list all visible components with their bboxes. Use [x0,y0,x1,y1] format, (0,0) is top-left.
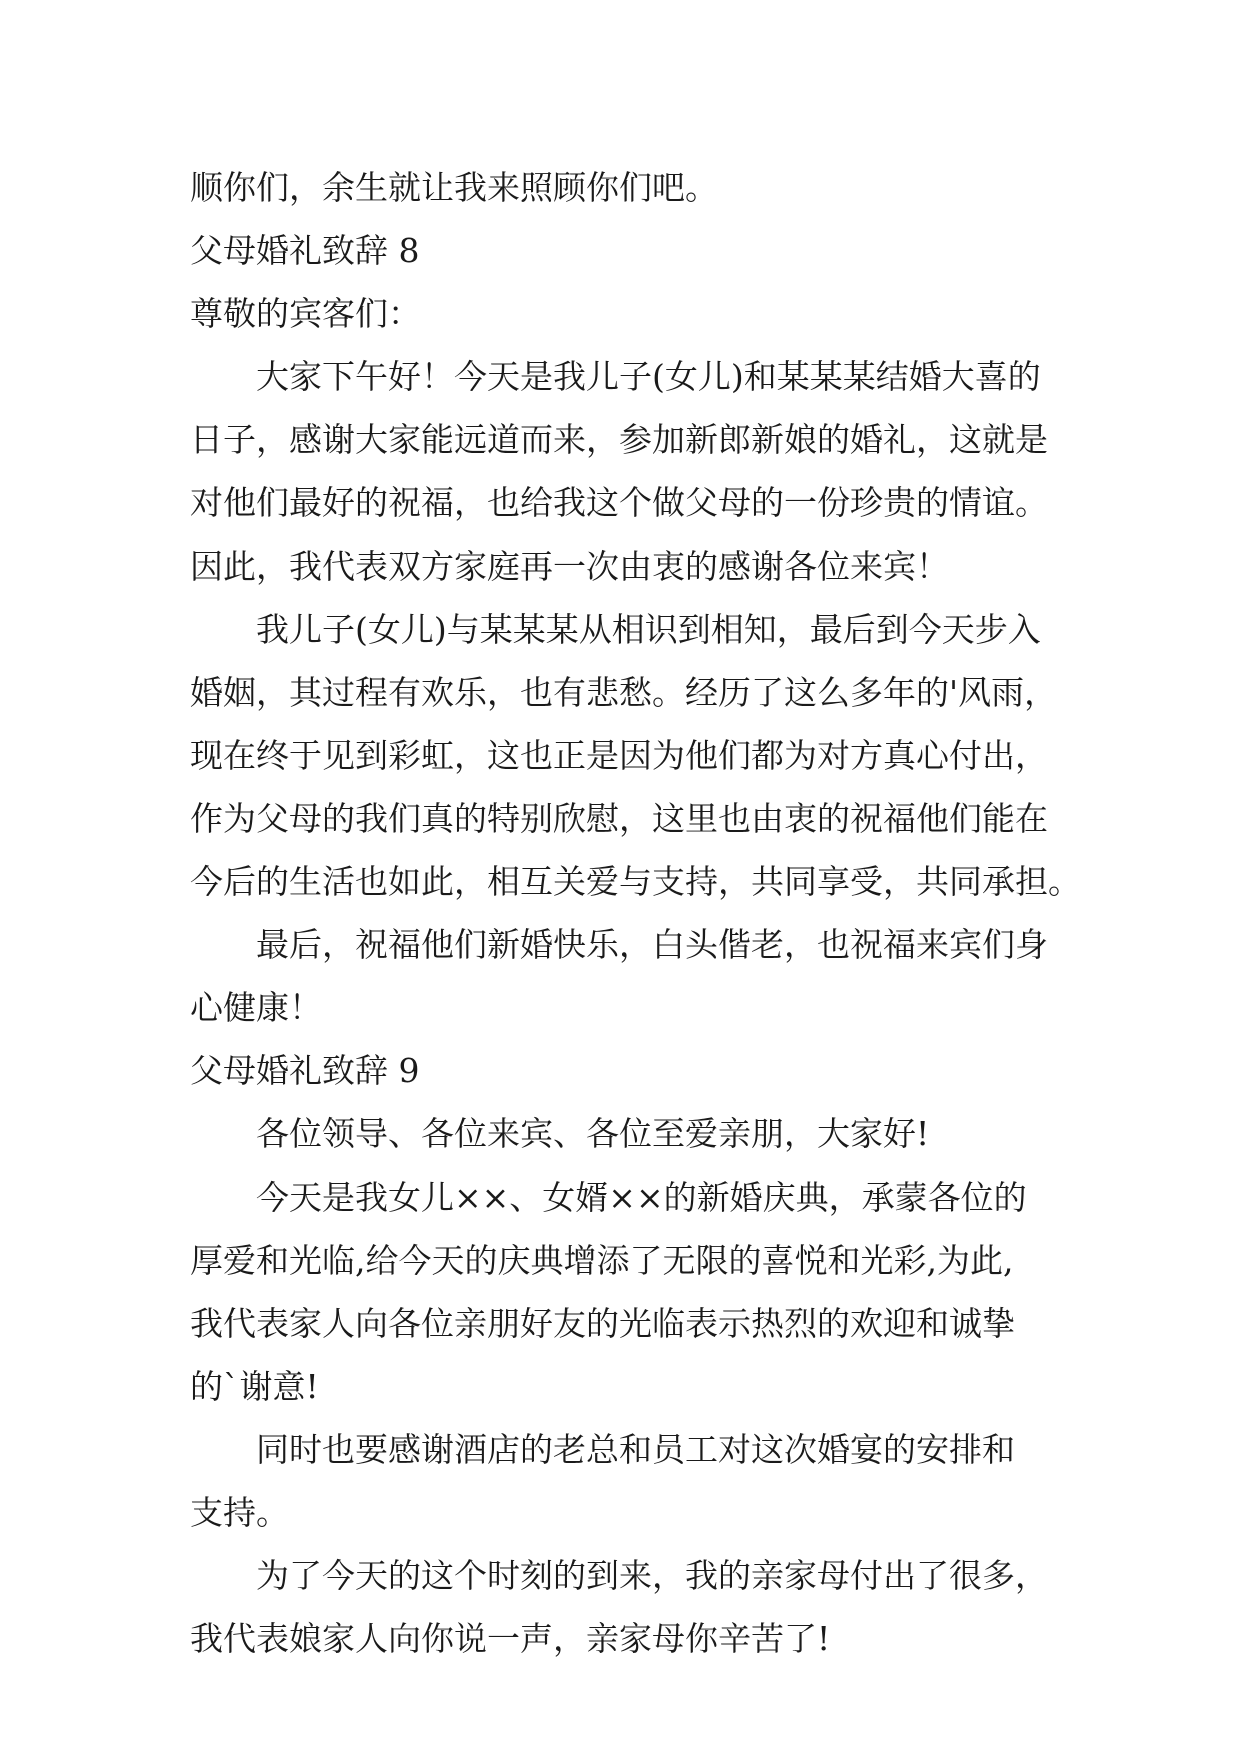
document-body [190,156,1080,1670]
text-line: 现在终于见到彩虹，这也正是因为他们都为对方真心付出， [190,735,1048,775]
section-heading-8: 父母婚礼致辞 8 [190,231,420,271]
text-line: 为了今天的这个时刻的到来，我的亲家母付出了很多， [256,1556,1048,1596]
text-line: 因此，我代表双方家庭再一次由衷的感谢各位来宾！ [190,546,949,586]
text-line: 婚姻，其过程有欢乐，也有悲愁。经历了这么多年的'风雨， [190,672,1058,712]
text-line: 今后的生活也如此，相互关爱与支持，共同享受，共同承担。 [190,862,1081,902]
salutation: 各位领导、各位来宾、各位至爱亲朋，大家好! [256,1114,930,1154]
text-line: 我代表家人向各位亲朋好友的光临表示热烈的欢迎和诚挚 [190,1303,1015,1343]
text-line: 支持。 [190,1492,289,1532]
text-line: 对他们最好的祝福，也给我这个做父母的一份珍贵的情谊。 [190,483,1048,523]
text-line: 心健康！ [190,988,322,1028]
text-line: 日子，感谢大家能远道而来，参加新郎新娘的婚礼，这就是 [190,420,1048,460]
section-heading-9: 父母婚礼致辞 9 [190,1051,420,1091]
text-line: 大家下午好！今天是我儿子(女儿)和某某某结婚大喜的 [256,357,1041,397]
text-line: 最后，祝福他们新婚快乐，白头偕老，也祝福来宾们身 [256,925,1048,965]
salutation: 尊敬的宾客们： [190,294,421,334]
text-line: 作为父母的我们真的特别欣慰，这里也由衷的祝福他们能在 [190,798,1048,838]
text-line: 同时也要感谢酒店的老总和员工对这次婚宴的安排和 [256,1429,1015,1469]
text-line: 顺你们，余生就让我来照顾你们吧。 [190,168,718,207]
text-line: 我儿子(女儿)与某某某从相识到相知，最后到今天步入 [256,609,1041,649]
text-line: 厚爱和光临,给今天的庆典增添了无限的喜悦和光彩,为此, [190,1240,1014,1280]
text-line: 我代表娘家人向你说一声，亲家母你辛苦了! [190,1619,831,1659]
text-line: 今天是我女儿××、女婿××的新婚庆典，承蒙各位的 [256,1177,1027,1217]
text-line: 的`谢意! [190,1366,319,1406]
